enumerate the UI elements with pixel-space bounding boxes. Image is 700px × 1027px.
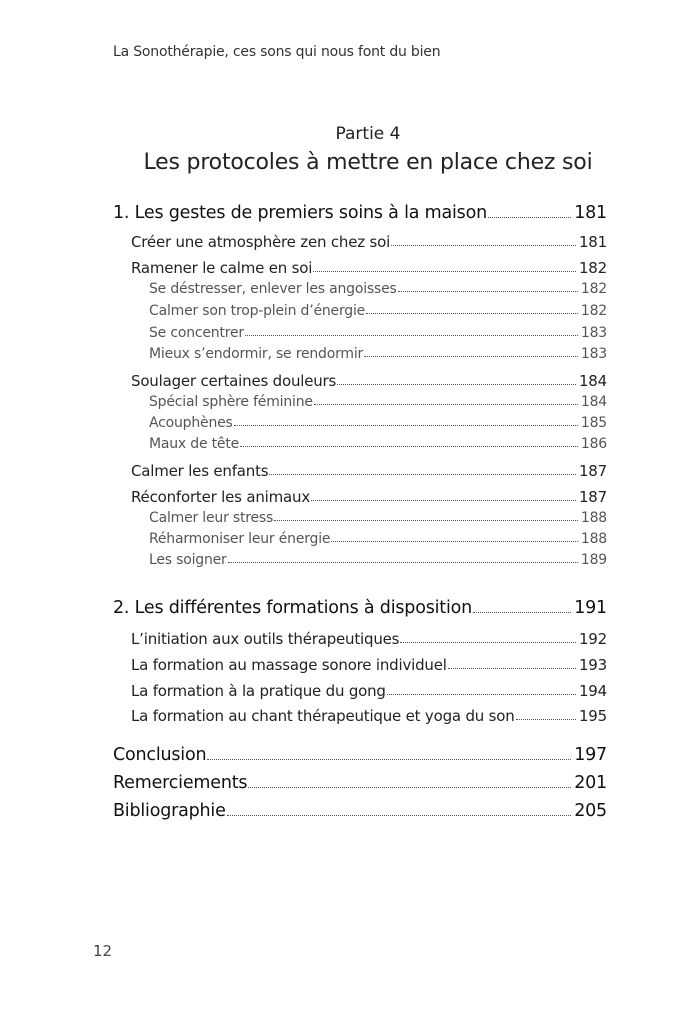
toc-entry-title: Réharmoniser leur énergie (149, 531, 331, 547)
toc-entry[interactable] (149, 531, 607, 547)
toc-entry-title: 2. Les différentes formations à disposition (113, 598, 473, 618)
toc-entry-page: 183 (580, 325, 607, 341)
toc-entry[interactable] (149, 325, 607, 341)
toc-entry-title: Calmer son trop-plein d’énergie (149, 303, 366, 319)
toc-entry-title: L’initiation aux outils thérapeutiques (131, 630, 400, 648)
toc-entry-title: Conclusion (113, 745, 207, 765)
toc-entry[interactable] (149, 415, 607, 431)
toc-entry[interactable] (131, 462, 607, 480)
toc-entry-page: 188 (580, 510, 607, 526)
toc-entry[interactable] (131, 630, 607, 648)
toc-entry-title: 1. Les gestes de premiers soins à la maison (113, 203, 487, 223)
toc-entry-page: 186 (580, 436, 607, 452)
dot-leader (314, 403, 578, 405)
part-label: Partie 4 (335, 124, 401, 144)
toc-entry-title: Calmer les enfants (131, 462, 269, 480)
toc-entry[interactable] (131, 488, 607, 506)
dot-leader (313, 270, 576, 272)
toc-entry[interactable] (131, 233, 607, 251)
toc-entry-title: Les soigner (149, 552, 227, 568)
toc-entry-title: Bibliographie (113, 801, 226, 821)
toc-entry[interactable] (149, 436, 607, 452)
toc-entry-page: 192 (578, 630, 607, 648)
page-number: 12 (93, 942, 113, 960)
toc-entry-title: Créer une atmosphère zen chez soi (131, 233, 391, 251)
toc-entry-page: 205 (574, 801, 607, 821)
toc-entry-page: 201 (574, 773, 607, 793)
toc-entry-page: 189 (580, 552, 607, 568)
toc-entry-title: Spécial sphère féminine (149, 394, 313, 410)
toc-entry-page: 184 (580, 394, 607, 410)
dot-leader (248, 786, 571, 788)
toc-entry[interactable] (131, 372, 607, 390)
dot-leader (234, 424, 578, 426)
toc-entry-page: 187 (578, 488, 607, 506)
toc-entry[interactable] (113, 773, 607, 793)
dot-leader (391, 244, 576, 246)
toc-entry[interactable] (149, 303, 607, 319)
toc-entry-page: 182 (578, 259, 607, 277)
dot-leader (398, 290, 578, 292)
toc-entry-title: Soulager certaines douleurs (131, 372, 337, 390)
part-title: Les protocoles à mettre en place chez soi (143, 150, 593, 175)
toc-entry[interactable] (113, 598, 607, 618)
toc-entry-page: 181 (574, 203, 607, 223)
dot-leader (245, 334, 578, 336)
dot-leader (207, 758, 571, 760)
dot-leader (488, 216, 571, 218)
toc-entry-page: 182 (580, 281, 607, 297)
dot-leader (274, 519, 578, 521)
toc-entry-page: 184 (578, 372, 607, 390)
toc-entry[interactable] (113, 801, 607, 821)
dot-leader (366, 312, 578, 314)
toc-entry[interactable] (149, 346, 607, 362)
toc-entry[interactable] (149, 281, 607, 297)
toc-entry[interactable] (131, 656, 607, 674)
toc-entry-page: 183 (580, 346, 607, 362)
toc-entry-title: Remerciements (113, 773, 248, 793)
running-head: La Sonothérapie, ces sons qui nous font du bien (113, 44, 441, 60)
dot-leader (364, 355, 578, 357)
dot-leader (269, 473, 576, 475)
toc-entry-page: 193 (578, 656, 607, 674)
dot-leader (331, 540, 578, 542)
toc-entry-page: 181 (578, 233, 607, 251)
toc-entry-title: Ramener le calme en soi (131, 259, 313, 277)
toc-entry[interactable] (113, 203, 607, 223)
dot-leader (311, 499, 576, 501)
toc-entry-page: 194 (578, 682, 607, 700)
dot-leader (516, 718, 576, 720)
dot-leader (228, 561, 578, 563)
dot-leader (227, 814, 572, 816)
dot-leader (337, 383, 576, 385)
dot-leader (387, 693, 576, 695)
toc-entry-page: 191 (574, 598, 607, 618)
toc-entry-page: 188 (580, 531, 607, 547)
toc-entry[interactable] (149, 510, 607, 526)
dot-leader (448, 667, 576, 669)
toc-entry[interactable] (131, 707, 607, 725)
toc-entry-page: 195 (578, 707, 607, 725)
dot-leader (400, 641, 576, 643)
toc-entry-title: Acouphènes (149, 415, 233, 431)
toc-entry[interactable] (113, 745, 607, 765)
toc-entry-page: 187 (578, 462, 607, 480)
toc-entry[interactable] (149, 394, 607, 410)
toc-entry[interactable] (131, 682, 607, 700)
dot-leader (240, 445, 578, 447)
dot-leader (473, 611, 571, 613)
toc-entry-page: 185 (580, 415, 607, 431)
toc-entry[interactable] (149, 552, 607, 568)
toc-entry[interactable] (131, 259, 607, 277)
toc-entry-title: Se concentrer (149, 325, 244, 341)
toc-entry-title: Se déstresser, enlever les angoisses (149, 281, 397, 297)
toc-entry-title: La formation au massage sonore individuel (131, 656, 447, 674)
toc-entry-page: 197 (574, 745, 607, 765)
toc-entry-title: Mieux s’endormir, se rendormir (149, 346, 364, 362)
toc-entry-title: Maux de tête (149, 436, 240, 452)
toc-entry-title: Réconforter les animaux (131, 488, 311, 506)
toc-entry-title: La formation au chant thérapeutique et yoga du son (131, 707, 515, 725)
toc-entry-title: Calmer leur stress (149, 510, 274, 526)
toc-entry-page: 182 (580, 303, 607, 319)
toc-entry-title: La formation à la pratique du gong (131, 682, 386, 700)
